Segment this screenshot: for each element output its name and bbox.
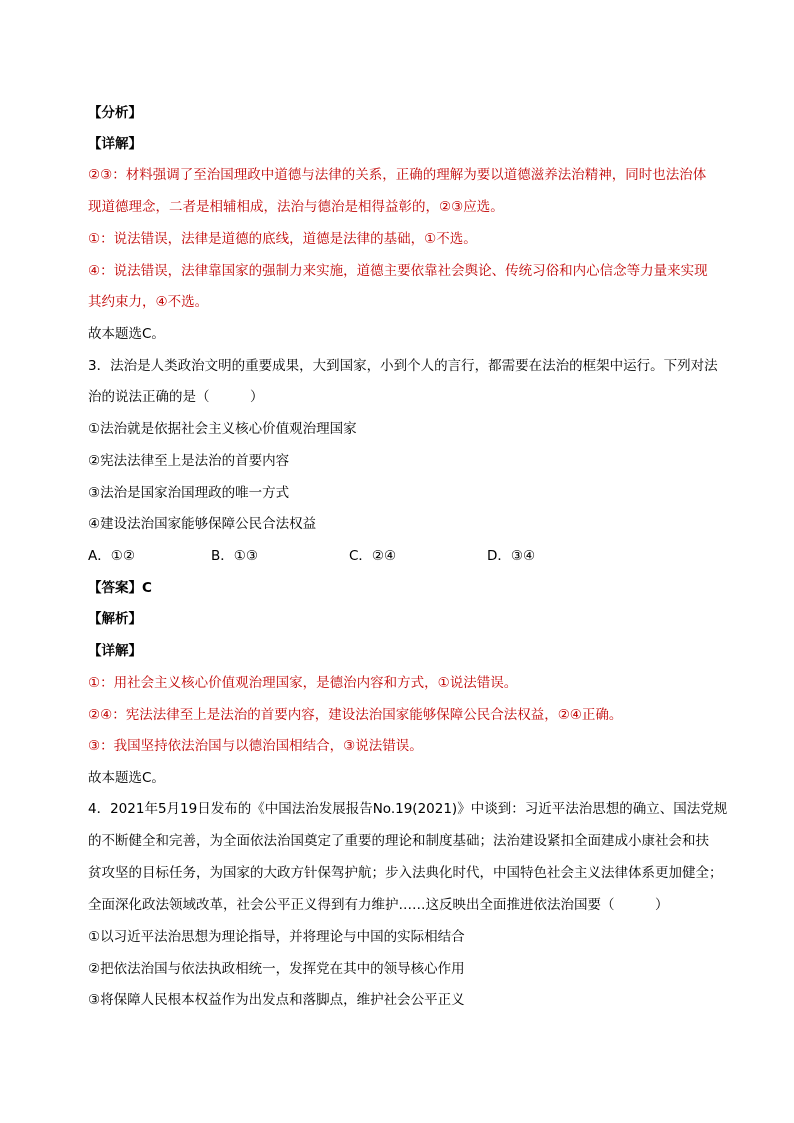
q4-statement: ②把依法治国与依法执政相统一，发挥党在其中的领导核心作用 [88, 961, 465, 977]
q3-statement: ④建设法治国家能够保障公民合法权益 [88, 516, 317, 532]
q2-explain-line: ①：说法错误，法律是道德的底线，道德是法律的基础，①不选。 [88, 231, 477, 247]
q2-conclusion: 故本题选C。 [88, 326, 165, 342]
q3-conclusion: 故本题选C。 [88, 770, 165, 786]
q3-explain-line: ②④：宪法法律至上是法治的首要内容，建设法治国家能够保障公民合法权益，②④正确。 [88, 707, 623, 723]
detail-heading: 【详解】 [88, 136, 142, 152]
q3-option-c: C．②④ [349, 548, 397, 564]
q3-stem-line: 治的说法正确的是（ ） [88, 389, 264, 405]
q3-option-d: D．③④ [487, 548, 536, 564]
q3-option-a: A．①② [88, 548, 135, 564]
q3-statement: ②宪法法律至上是法治的首要内容 [88, 453, 290, 469]
q2-explain-line: 其约束力，④不选。 [88, 294, 209, 310]
q3-statement: ①法治就是依据社会主义核心价值观治理国家 [88, 421, 357, 437]
q3-statement: ③法治是国家治国理政的唯一方式 [88, 485, 290, 501]
q3-explain-line: ③：我国坚持依法治国与以德治国相结合，③说法错误。 [88, 738, 423, 754]
q4-stem-line: 的不断健全和完善，为全面依法治国奠定了重要的理论和制度基础；法治建设紧扣全面建成小康社会和扶 [88, 833, 709, 849]
q4-stem-line: 全面深化政法领域改革，社会公平正义得到有力维护……这反映出全面推进依法治国要（ ） [88, 897, 669, 913]
q4-statement: ③将保障人民根本权益作为出发点和落脚点，维护社会公平正义 [88, 992, 465, 1008]
q4-stem-line: 贫攻坚的目标任务，为国家的大政方针保驾护航；步入法典化时代，中国特色社会主义法律体系更加健全； [88, 865, 723, 881]
q3-stem-line: 3．法治是人类政治文明的重要成果，大到国家，小到个人的言行，都需要在法治的框架中运行。下列对法 [88, 358, 718, 374]
q2-explain-line: ②③：材料强调了至治国理政中道德与法律的关系，正确的理解为要以道德滋养法治精神，同时也法治体 [88, 167, 707, 183]
q3-detail-heading: 【详解】 [88, 643, 142, 659]
q3-explain-line: ①：用社会主义核心价值观治理国家，是德治内容和方式，①说法错误。 [88, 675, 518, 691]
analysis-heading: 【分析】 [88, 105, 142, 121]
q3-answer: 【答案】C [88, 580, 152, 596]
q2-explain-line: 现道德理念，二者是相辅相成，法治与德治是相得益彰的，②③应选。 [88, 199, 504, 215]
q3-analysis-heading: 【解析】 [88, 611, 142, 627]
q4-stem-line: 4．2021年5月19日发布的《中国法治发展报告No.19(2021)》中谈到：习近平法治思想的确立、国法党规 [88, 801, 728, 817]
q2-explain-line: ④：说法错误，法律靠国家的强制力来实施，道德主要依靠社会舆论、传统习俗和内心信念等力量来实现 [88, 263, 708, 279]
q4-statement: ①以习近平法治思想为理论指导，并将理论与中国的实际相结合 [88, 929, 465, 945]
q3-option-b: B．①③ [211, 548, 258, 564]
